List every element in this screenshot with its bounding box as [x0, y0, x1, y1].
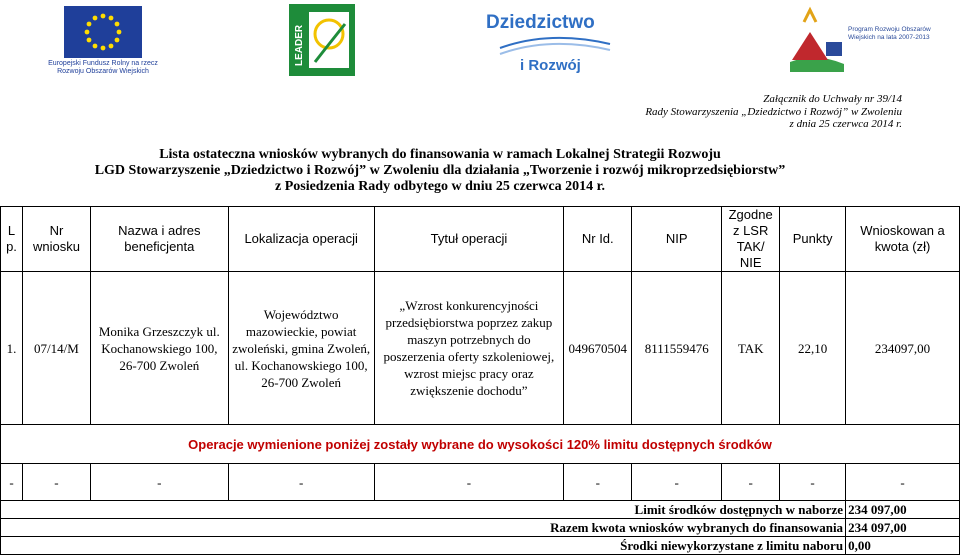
heading-line-3: z Posiedzenia Rady odbytego w dniu 25 czerwca 2014 r.	[274, 179, 606, 194]
header-beneficjent: Nazwa i adres beneficjenta	[90, 207, 228, 272]
cell-zgodne-lsr: TAK	[722, 272, 780, 425]
svg-text:Dziedzictwo: Dziedzictwo	[486, 12, 595, 33]
cell-kwota: 234097,00	[846, 272, 960, 425]
header-nr-id: Nr Id.	[564, 207, 632, 272]
prow-caption: Program Rozwoju Obszarów Wiejskich na lata 2007-2013	[848, 26, 931, 41]
summary-total-label: Razem kwota wniosków wybranych do finansowania	[1, 519, 846, 537]
empty-cell: -	[846, 464, 960, 501]
header-kwota: Wnioskowan a kwota (zł)	[846, 207, 960, 272]
empty-cell: -	[22, 464, 90, 501]
header-tytul: Tytuł operacji	[374, 207, 564, 272]
leader-logo	[289, 4, 355, 76]
empty-cell: -	[564, 464, 632, 501]
empty-cell: -	[228, 464, 374, 501]
heading-line-1: Lista ostateczna wniosków wybranych do finansowania w ramach Lokalnej Strategii Rozwoju	[159, 147, 721, 162]
eu-logo	[44, 6, 162, 74]
eu-caption: Europejski Fundusz Rolny na rzecz Rozwoju Obszarów Wiejskich	[48, 60, 158, 75]
attachment-note	[645, 93, 902, 131]
empty-cell: -	[780, 464, 846, 501]
header-punkty: Punkty	[780, 207, 846, 272]
svg-text:i Rozwój: i Rozwój	[520, 57, 581, 74]
cell-lokalizacja: Województwo mazowieckie, powiat zwoleński, gmina Zwoleń, ul. Kochanowskiego 100, 26-700 Zwoleń	[228, 272, 374, 425]
summary-row	[1, 537, 960, 555]
document-heading	[0, 147, 880, 195]
header-lp: L p.	[1, 207, 23, 272]
prow-logo	[786, 2, 956, 76]
summary-limit-value: 234 097,00	[846, 501, 960, 519]
table-header-row	[1, 207, 960, 272]
cell-lp: 1.	[1, 272, 23, 425]
attachment-line-2: Rady Stowarzyszenia „Dziedzictwo i Rozwój” w Zwoleniu	[645, 105, 902, 118]
note-row	[1, 425, 960, 464]
cell-punkty: 22,10	[780, 272, 846, 425]
table-row	[1, 272, 960, 425]
reserve-list-note: Operacje wymienione poniżej zostały wybrane do wysokości 120% limitu dostępnych środków	[1, 425, 960, 464]
svg-text:LEADER: LEADER	[294, 24, 305, 66]
attachment-line-3: z dnia 25 czerwca 2014 r.	[789, 118, 902, 130]
cell-tytul: „Wzrost konkurencyjności przedsiębiorstwa poprzez zakup maszyn potrzebnych do poszerzenia oferty szkoleniowej, wzrost miejsc pracy oraz zwiększenie dochodu”	[374, 272, 564, 425]
heading-line-2: LGD Stowarzyszenie „Dziedzictwo i Rozwój” w Zwoleniu dla działania „Tworzenie i rozwój mikroprzedsiębiorstw”	[94, 163, 786, 178]
logo-bar	[0, 0, 960, 80]
cell-nip: 8111559476	[632, 272, 722, 425]
dziedzictwo-logo	[480, 2, 630, 76]
empty-cell: -	[90, 464, 228, 501]
summary-row	[1, 501, 960, 519]
cell-nr-id: 049670504	[564, 272, 632, 425]
applications-table	[0, 206, 960, 555]
header-nip: NIP	[632, 207, 722, 272]
empty-cell: -	[632, 464, 722, 501]
summary-remaining-value: 0,00	[846, 537, 960, 555]
attachment-line-1: Załącznik do Uchwały nr 39/14	[763, 93, 902, 105]
empty-row	[1, 464, 960, 501]
summary-limit-label: Limit środków dostępnych w naborze	[1, 501, 846, 519]
cell-beneficjent: Monika Grzeszczyk ul. Kochanowskiego 100, 26-700 Zwoleń	[90, 272, 228, 425]
empty-cell: -	[1, 464, 23, 501]
summary-total-value: 234 097,00	[846, 519, 960, 537]
empty-cell: -	[722, 464, 780, 501]
empty-cell: -	[374, 464, 564, 501]
header-nr-wniosku: Nr wniosku	[22, 207, 90, 272]
summary-row	[1, 519, 960, 537]
header-zgodne-lsr: Zgodne z LSR TAK/ NIE	[722, 207, 780, 272]
summary-remaining-label: Środki niewykorzystane z limitu naboru	[1, 537, 846, 555]
header-lokalizacja: Lokalizacja operacji	[228, 207, 374, 272]
eu-flag-icon	[64, 6, 142, 58]
cell-nr-wniosku: 07/14/M	[22, 272, 90, 425]
